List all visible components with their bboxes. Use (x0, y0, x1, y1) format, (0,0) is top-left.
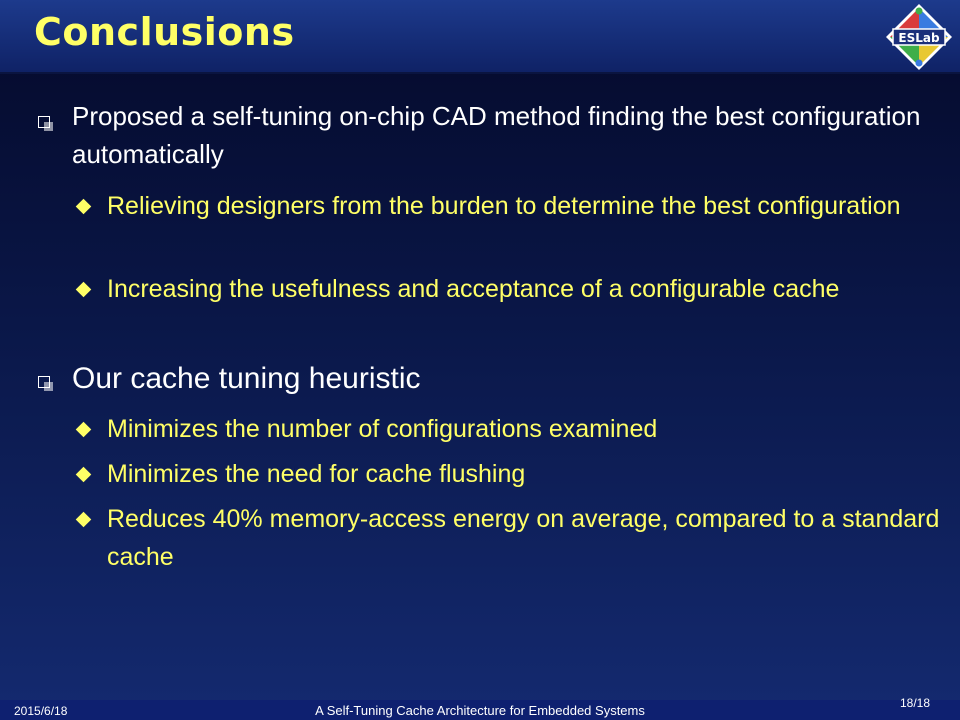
square-bullet-icon (38, 376, 50, 388)
diamond-bullet-icon (76, 467, 92, 483)
page-number: 18/18 (900, 696, 931, 710)
footer-title: A Self-Tuning Cache Architecture for Embedded Systems (315, 703, 645, 718)
slide-title: Conclusions (34, 10, 295, 54)
bullet-1-sub-1: Relieving designers from the burden to determine the best configuration (107, 192, 901, 220)
logo-text: ESLab (898, 31, 940, 45)
diamond-bullet-icon (76, 512, 92, 528)
square-bullet-icon (38, 116, 50, 128)
bullet-2-sub-3: Reduces 40% memory-access energy on average, compared to a standard cache (107, 505, 940, 571)
bullet-1-sub-2: Increasing the usefulness and acceptance of a configurable cache (107, 275, 840, 303)
bullet-2-sub-2: Minimizes the need for cache flushing (107, 460, 526, 488)
diamond-bullet-icon (76, 282, 92, 298)
bullet-1-text: Proposed a self-tuning on-chip CAD method finding the best configuration automatically (72, 101, 921, 169)
footer-date: 2015/6/18 (14, 704, 68, 718)
diamond-bullet-icon (76, 199, 92, 215)
diamond-bullet-icon (76, 422, 92, 438)
bullet-2-text: Our cache tuning heuristic (72, 362, 421, 395)
bullet-2-sub-1: Minimizes the number of configurations examined (107, 415, 658, 443)
